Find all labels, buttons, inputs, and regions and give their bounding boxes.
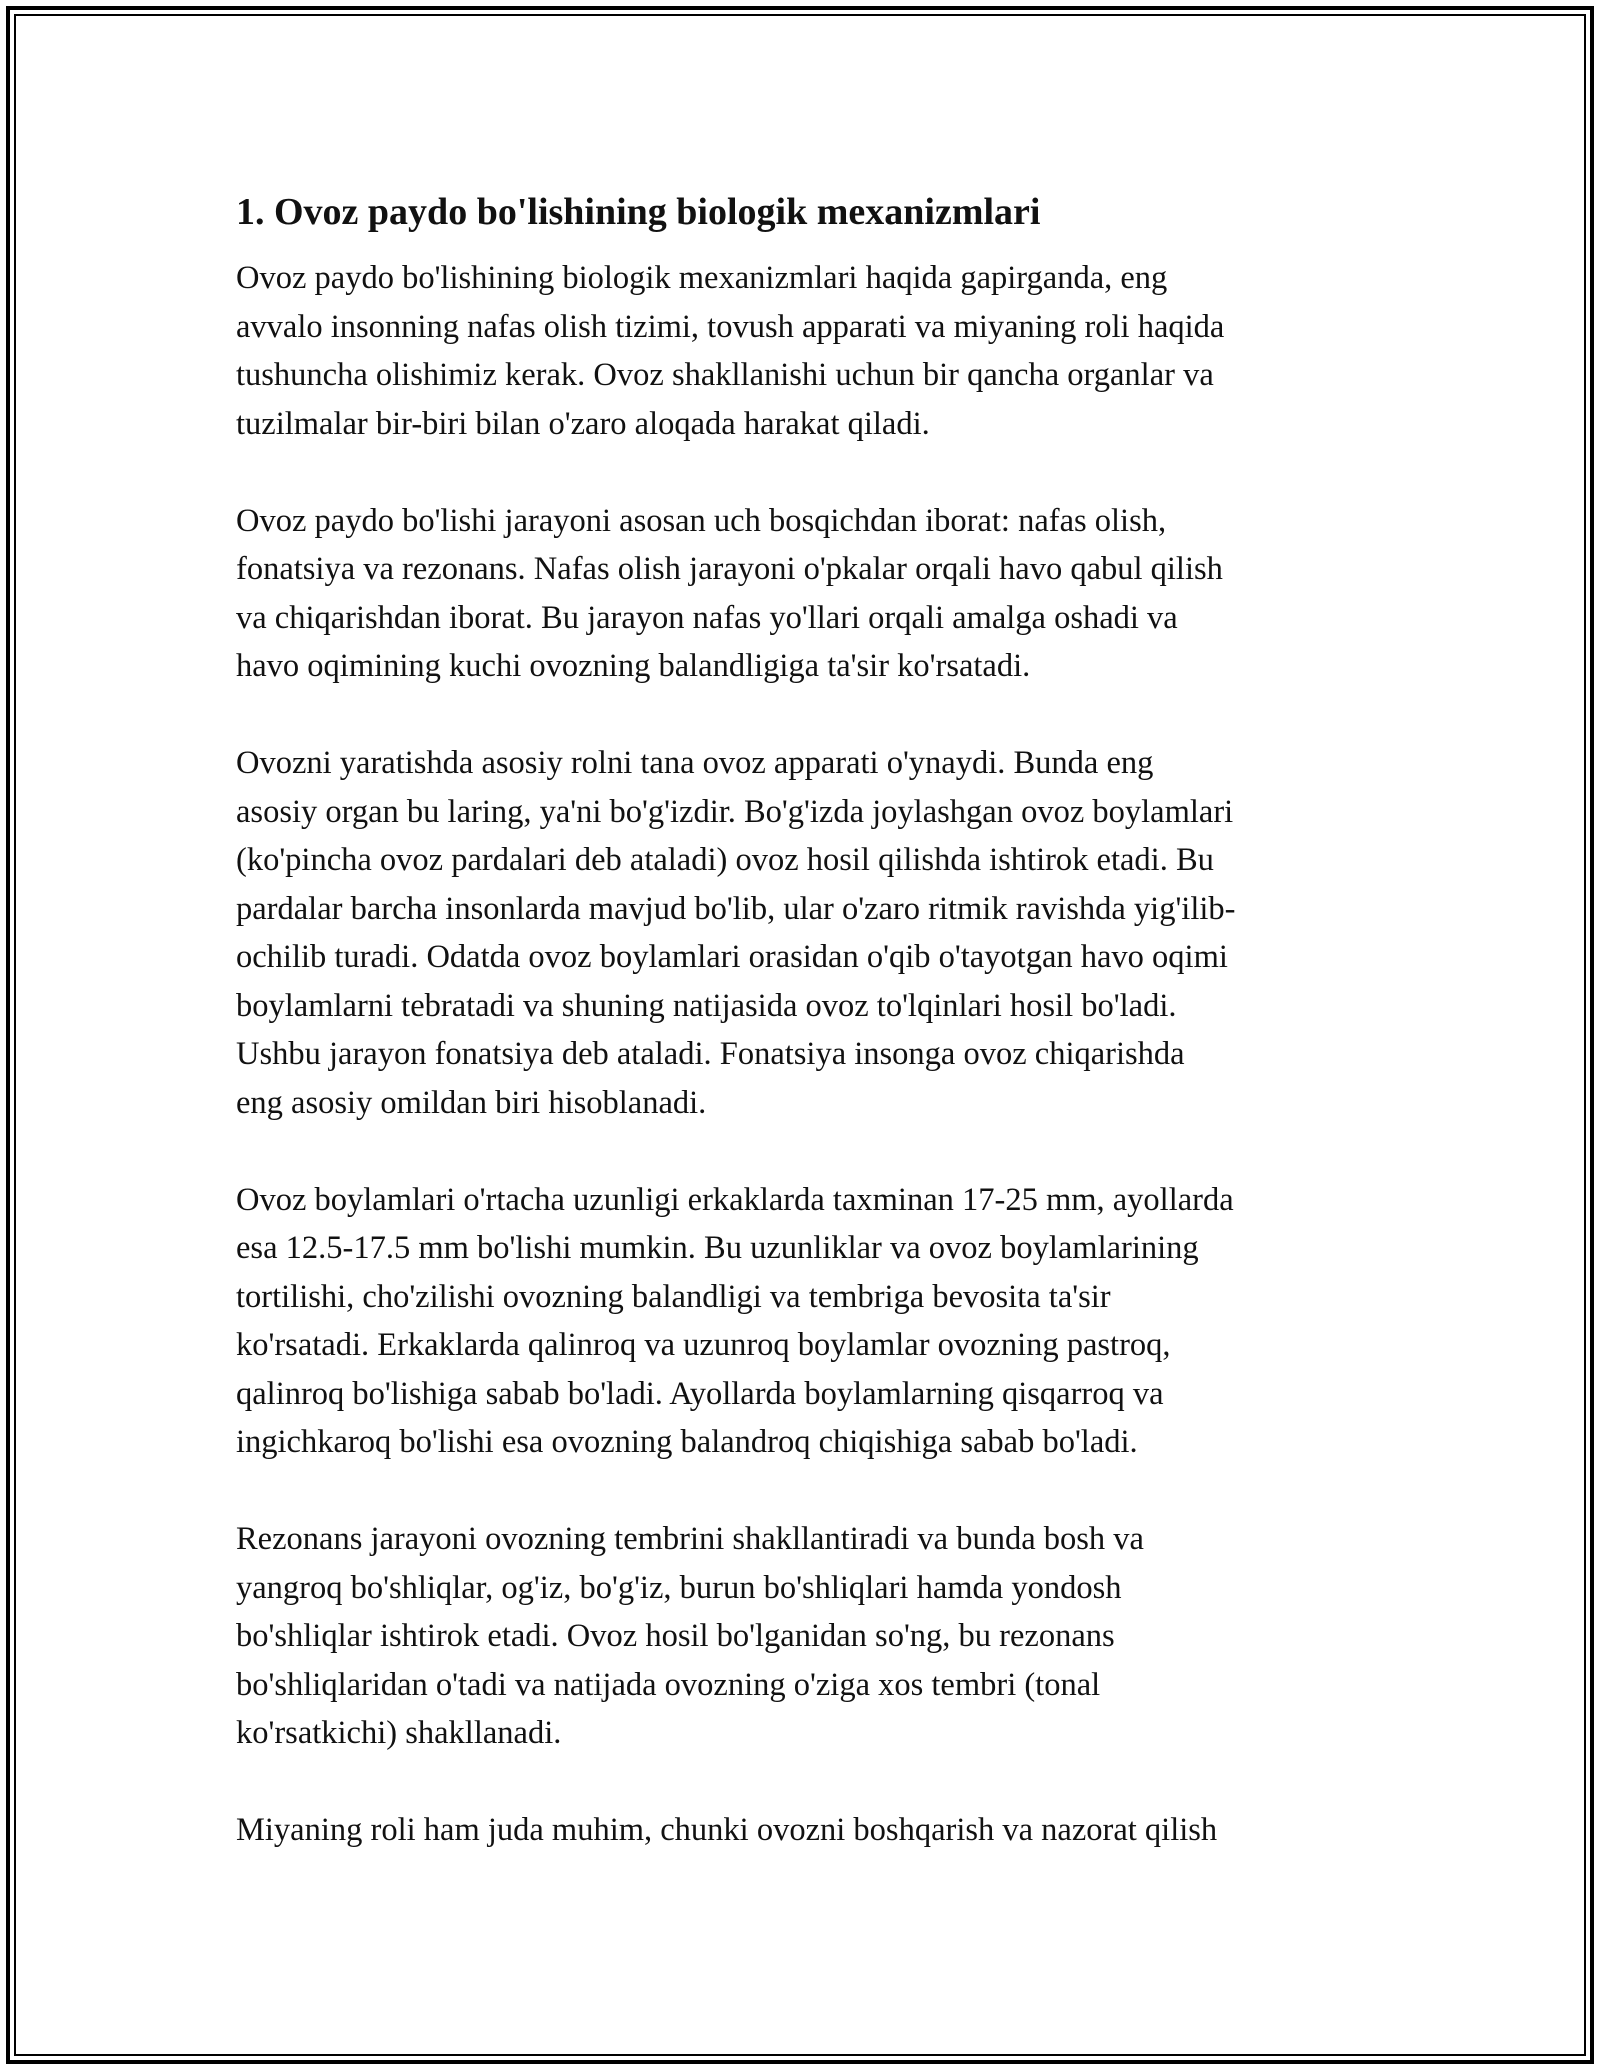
text-line: bo'shliqlaridan o'tadi va natijada ovozning o'ziga xos tembri (tonal xyxy=(236,1666,1101,1703)
text-line: Rezonans jarayoni ovozning tembrini shakllantiradi va bunda bosh va xyxy=(236,1521,1144,1557)
text-line: esa 12.5-17.5 mm bo'lishi mumkin. Bu uzunliklar va ovoz boylamlarining xyxy=(236,1230,1199,1266)
paragraph-1 xyxy=(236,254,1376,448)
text-line: ochilib turadi. Odatda ovoz boylamlari orasidan o'qib o'tayotgan havo oqimi xyxy=(236,939,1228,975)
paragraph-3 xyxy=(236,739,1376,1127)
text-line: ingichkaroq bo'lishi esa ovozning balandroq chiqishiga sabab bo'ladi. xyxy=(236,1424,1138,1460)
paragraph-6 xyxy=(236,1806,1376,1855)
paragraph-2 xyxy=(236,497,1376,691)
text-line: Ovoz paydo bo'lishi jarayoni asosan uch bosqichdan iborat: nafas olish, xyxy=(236,502,1167,539)
document-body xyxy=(236,186,1376,1903)
text-line: (ko'pincha ovoz pardalari deb ataladi) ovoz hosil qilishda ishtirok etadi. Bu xyxy=(236,842,1214,878)
text-line: eng asosiy omildan biri hisoblanadi. xyxy=(236,1084,707,1121)
text-line: ko'rsatadi. Erkaklarda qalinroq va uzunroq boylamlar ovozning pastroq, xyxy=(236,1327,1171,1363)
text-line: tortilishi, cho'zilishi ovozning balandligi va tembriga bevosita ta'sir xyxy=(236,1278,1111,1315)
text-line: boylamlarni tebratadi va shuning natijasida ovoz to'lqinlari hosil bo'ladi. xyxy=(236,987,1177,1024)
text-line: ko'rsatkichi) shakllanadi. xyxy=(236,1715,562,1751)
section-heading: 1. Ovoz paydo bo'lishining biologik mexanizmlari xyxy=(236,191,1041,233)
paragraph-4 xyxy=(236,1176,1376,1467)
text-line: Ovoz boylamlari o'rtacha uzunligi erkaklarda taxminan 17-25 mm, ayollarda xyxy=(236,1181,1234,1218)
text-line: qalinroq bo'lishiga sabab bo'ladi. Ayollarda boylamlarning qisqarroq va xyxy=(236,1375,1164,1412)
text-line: Ushbu jarayon fonatsiya deb ataladi. Fonatsiya insonga ovoz chiqarishda xyxy=(236,1036,1185,1072)
text-line: bo'shliqlar ishtirok etadi. Ovoz hosil bo'lganidan so'ng, bu rezonans xyxy=(236,1618,1115,1654)
text-line: Ovozni yaratishda asosiy rolni tana ovoz apparati o'ynaydi. Bunda eng xyxy=(236,745,1154,781)
text-line: fonatsiya va rezonans. Nafas olish jarayoni o'pkalar orqali havo qabul qilish xyxy=(236,551,1223,587)
text-line: va chiqarishdan iborat. Bu jarayon nafas yo'llari orqali amalga oshadi va xyxy=(236,599,1178,636)
text-line: tushuncha olishimiz kerak. Ovoz shakllanishi uchun bir qancha organlar va xyxy=(236,357,1214,393)
text-line: pardalar barcha insonlarda mavjud bo'lib, ular o'zaro ritmik ravishda yig'ilib- xyxy=(236,890,1236,927)
text-line: tuzilmalar bir-biri bilan o'zaro aloqada harakat qiladi. xyxy=(236,405,930,442)
text-line: yangroq bo'shliqlar, og'iz, bo'g'iz, burun bo'shliqlari hamda yondosh xyxy=(236,1569,1122,1606)
text-line: havo oqimining kuchi ovozning balandligiga ta'sir ko'rsatadi. xyxy=(236,648,1031,684)
paragraph-5 xyxy=(236,1515,1376,1758)
text-line: asosiy organ bu laring, ya'ni bo'g'izdir. Bo'g'izda joylashgan ovoz boylamlari xyxy=(236,793,1234,830)
text-line: avvalo insonning nafas olish tizimi, tovush apparati va miyaning roli haqida xyxy=(236,308,1225,345)
text-line: Ovoz paydo bo'lishining biologik mexanizmlari haqida gapirganda, eng xyxy=(236,260,1168,296)
text-line: Miyaning roli ham juda muhim, chunki ovozni boshqarish va nazorat qilish xyxy=(236,1812,1218,1848)
